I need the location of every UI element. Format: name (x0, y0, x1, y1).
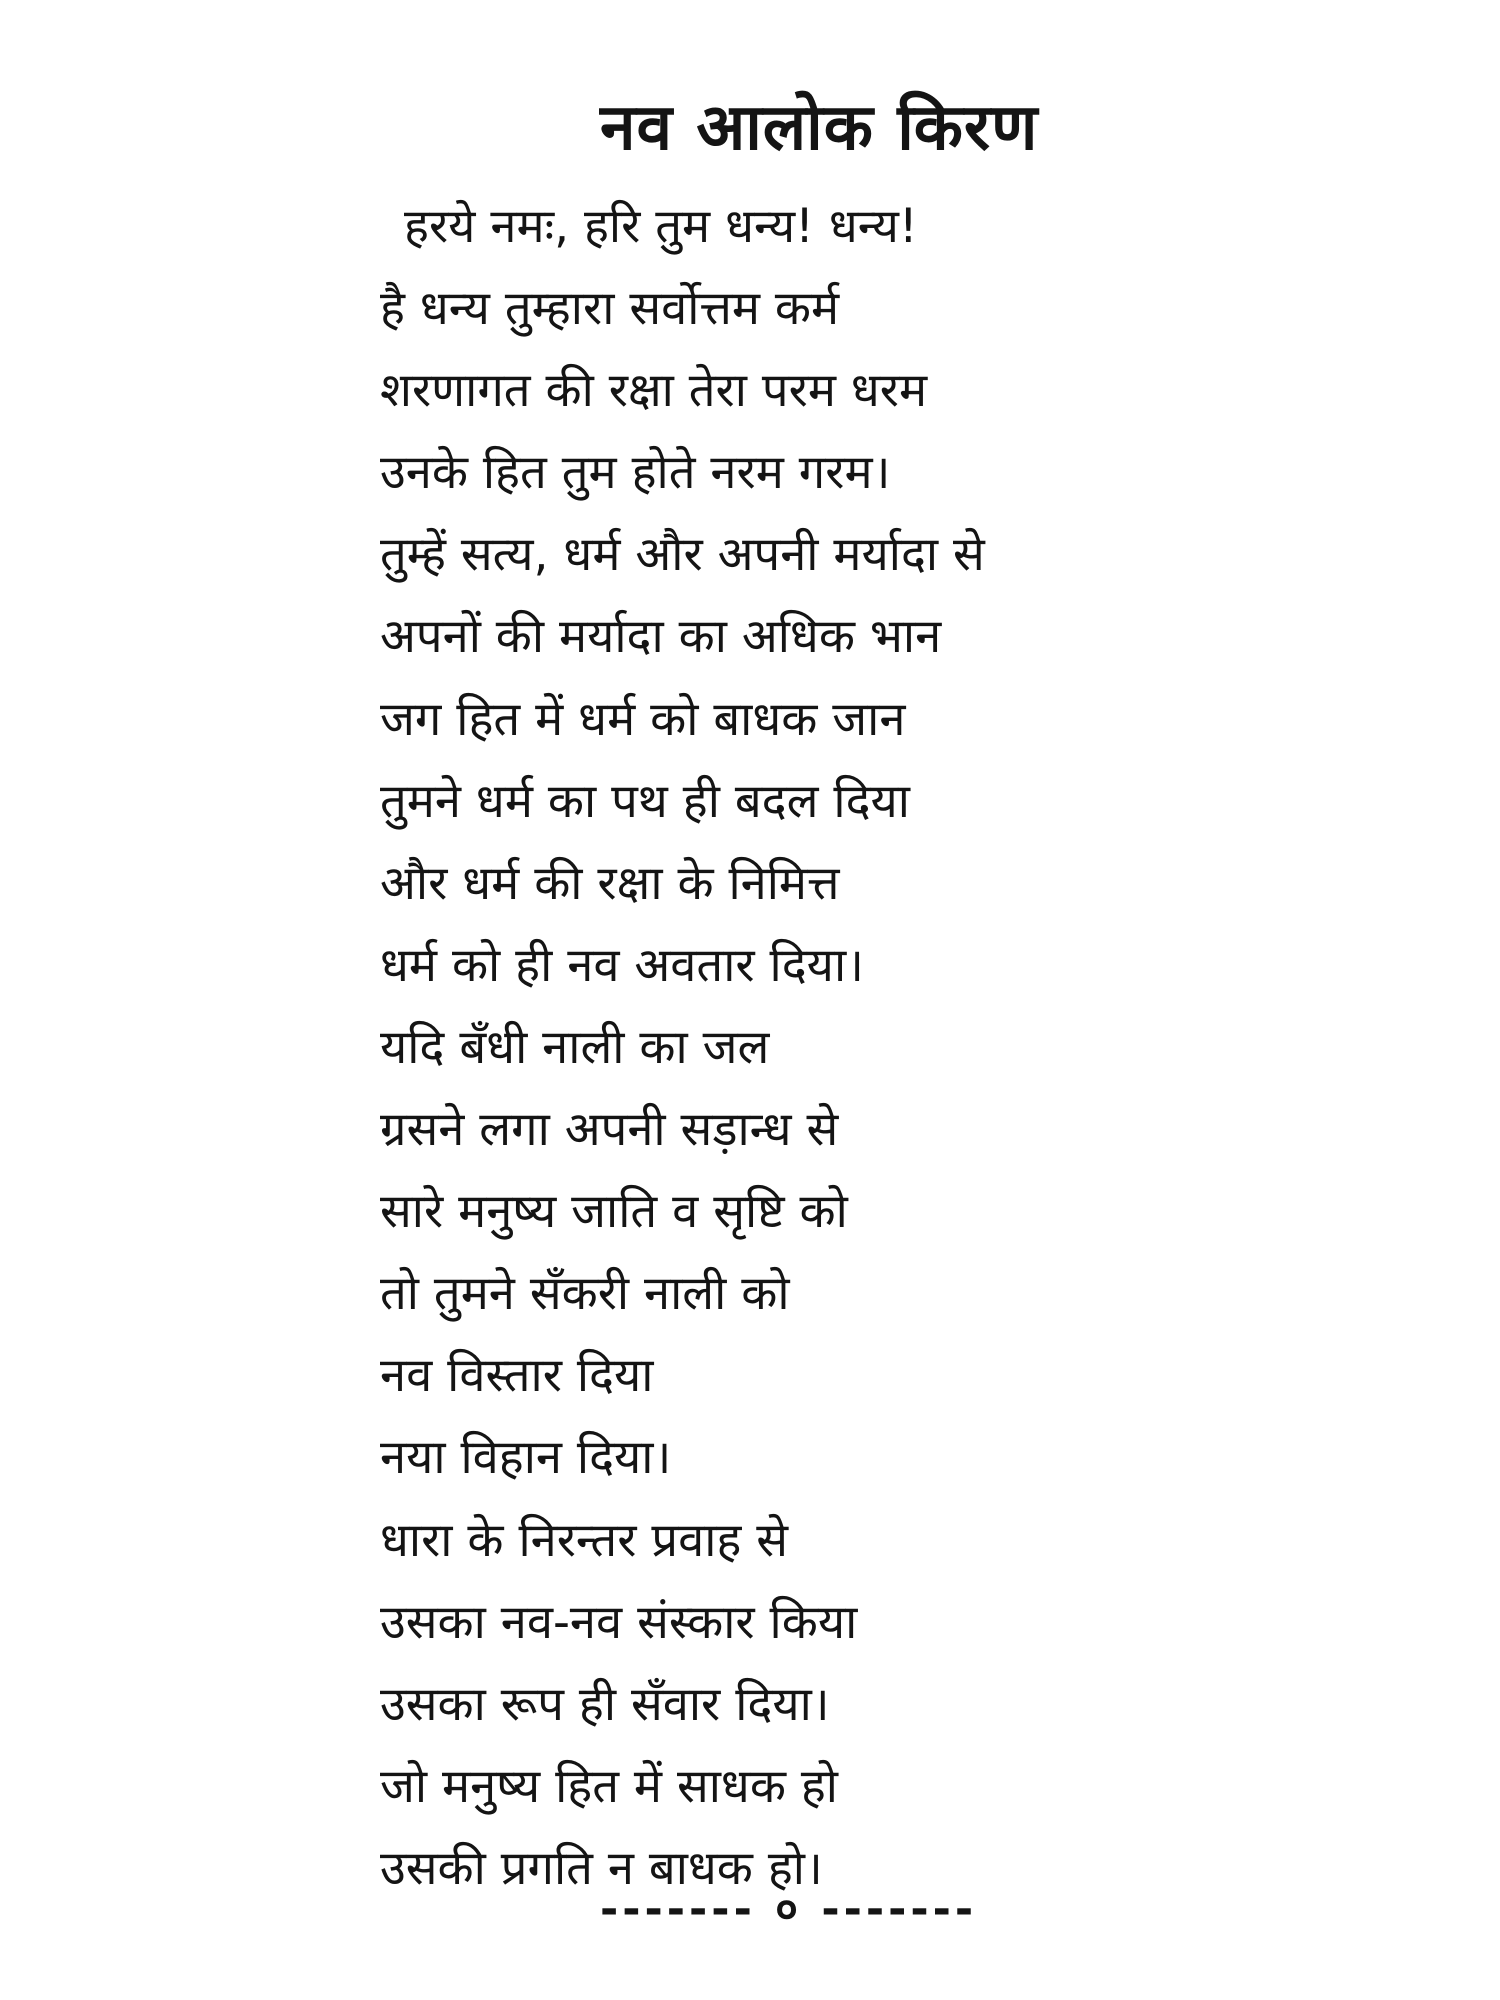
poem-line: यदि बँधी नाली का जल (380, 1019, 770, 1075)
poem-line: धारा के निरन्तर प्रवाह से (380, 1512, 789, 1568)
poem-line: है धन्य तुम्हारा सर्वोत्तम कर्म (380, 281, 840, 337)
poem-line: तो तुमने सँकरी नाली को (380, 1266, 790, 1322)
poem-line: उसका रूप ही सँवार दिया। (380, 1676, 830, 1732)
poem-line: ग्रसने लगा अपनी सड़ान्ध से (380, 1102, 839, 1158)
poem-line: नव विस्तार दिया (380, 1348, 654, 1404)
poem-line: तुमने धर्म का पथ ही बदल दिया (380, 773, 910, 829)
poem-line: उसका नव-नव संस्कार किया (380, 1594, 858, 1650)
poem-line: सारे मनुष्य जाति व सृष्टि को (380, 1184, 848, 1240)
poem-line: शरणागत की रक्षा तेरा परम धरम (380, 363, 928, 419)
poem-line: और धर्म की रक्षा के निमित्त (380, 855, 840, 911)
poem-line: हरये नमः, हरि तुम धन्य! धन्य! (404, 199, 918, 254)
poem-line: अपनों की मर्यादा का अधिक भान (380, 609, 942, 665)
poem-line: नया विहान दिया। (380, 1430, 672, 1486)
poem-line: उसकी प्रगति न बाधक हो। (380, 1840, 823, 1896)
poem-line: धर्म को ही नव अवतार दिया। (380, 937, 864, 993)
section-divider: ------- ० ------- (600, 1884, 978, 1935)
poem-title: नव आलोक किरण (600, 91, 1039, 165)
poem-line: उनके हित तुम होते नरम गरम। (380, 445, 891, 501)
poem-line: जग हित में धर्म को बाधक जान (380, 691, 906, 747)
poem-line: जो मनुष्य हित में साधक हो (380, 1758, 838, 1814)
poem-line: तुम्हें सत्य, धर्म और अपनी मर्यादा से (380, 527, 985, 583)
poem-body (380, 186, 1400, 1910)
